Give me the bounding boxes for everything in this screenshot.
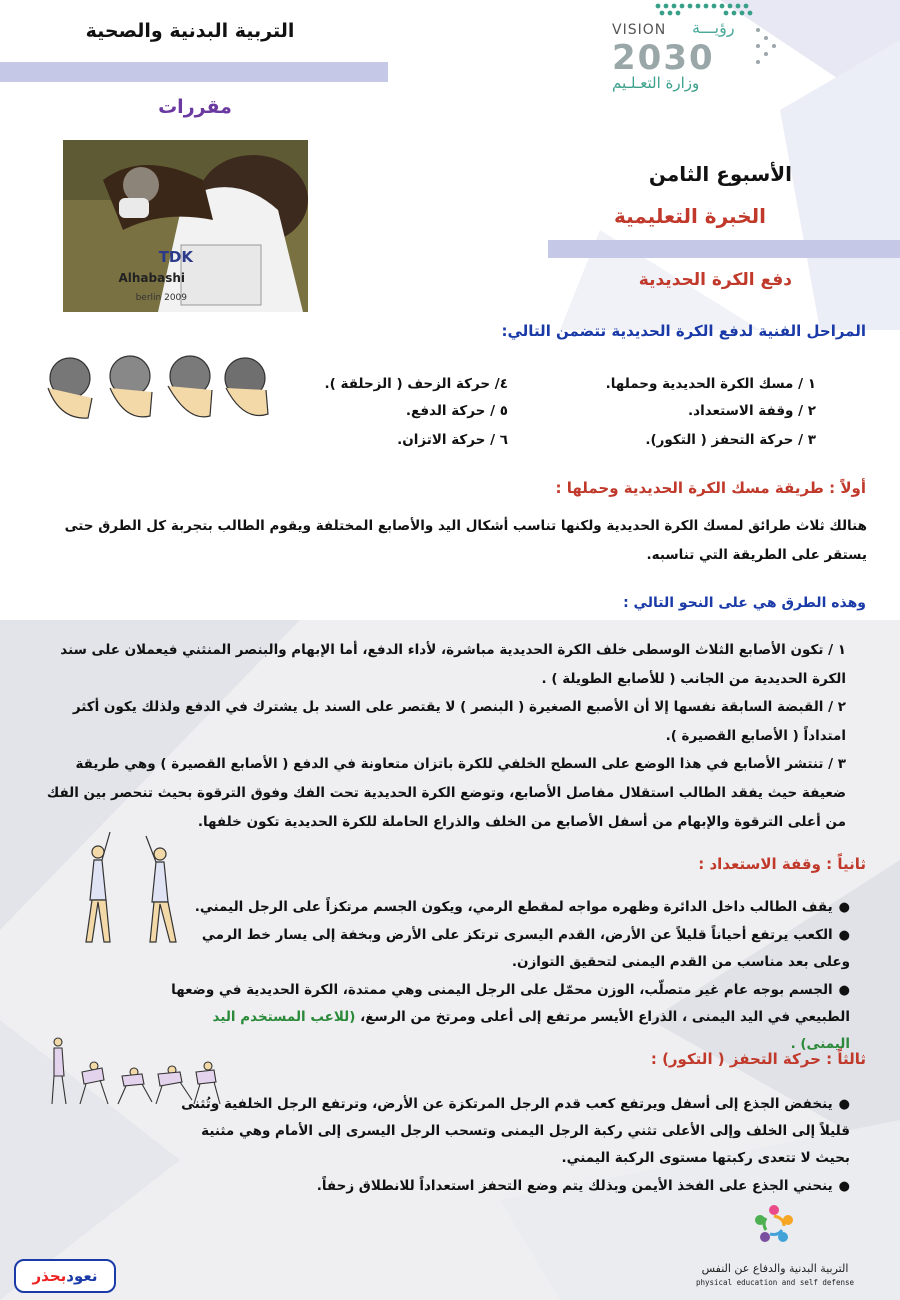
badge-word-1: نعود <box>66 1267 98 1285</box>
hand-grip-illustration <box>40 348 275 426</box>
section1-heading: أولاً : طريقة مسك الكرة الحديدية وحملها : <box>555 479 866 497</box>
grip-way-2: ٢ / القبضة السابقة نفسها إلا أن الأصبع الصغيرة ( البنصر ) لا يقتصر على السند بل يشترك في الدفع ولذلك يكون أكثر امتداداً ( الأصابع القصيرة ). <box>72 699 846 744</box>
stage-item-3: ٣ / حركة التحفز ( التكور). <box>645 432 816 448</box>
section3-bullet-2: ●ينحني الجذع على الفخذ الأيمن وبذلك يتم وضع التحفز استعداداً للانطلاق زحفاً. <box>316 1178 850 1194</box>
section1-paragraph: هنالك ثلاث طرائق لمسك الكرة الحديدية ولكنها تناسب أشكال اليد والأصابع المختلفة ويقوم الطالب بتجربة كل الطرق حتى يستقر على الطريقة التي تناسبه. <box>64 518 867 563</box>
grip-way-3: ٣ / تنتشر الأصابع في هذا الوضع على السطح الخلفي للكرة باتزان متعاونة في الدفع ( الأصابع القصيرة ) وهي طريقة ضعيفة حيث يفقد الطالب استقلال مفاصل الأصابع، وتوضع الكرة الحديدية تحت الفك وفوق الترقوة بحيث تنحصر بين الفك من أعلى الترقوة والإبهام من أسفل الأصابع من الخلف والذراع الحاملة للكرة الحديدية تكون خلفها. <box>46 756 846 830</box>
bib-name: Alhabashi <box>118 271 185 285</box>
grip-way-1: ١ / تكون الأصابع الثلاث الوسطى خلف الكرة الحديدية مباشرة، لأداء الدفع، أما الإبهام والبنصر المنثني فيعملان على سند الكرة الحديدية من الجانب ( للأصابع الطويلة ) . <box>60 642 846 687</box>
section3-bullet-1: ●ينخفض الجذع إلى أسفل ويرتفع كعب قدم الرجل المرتكزة عن الأرض، وترتفع الرجل الخلفية وتُثنى قليلاً إلى الخلف وإلى الأعلى تثني ركبة الرجل اليمنى وتسحب الرجل اليسرى إلى الأمام وهي مثنية بحيث لا تتعدى ركبتها مستوى الركبة اليمني. <box>181 1096 850 1166</box>
section3-bullet-1-text: ينخفض الجذع إلى أسفل ويرتفع كعب قدم الرجل المرتكزة عن الأرض، وترتفع الرجل الخلفية وتُثنى قليلاً إلى الخلف وإلى الأعلى تثني ركبة الرجل اليمنى وتسحب الرجل اليسرى إلى الأمام وهي مثنية بحيث لا تتعدى ركبتها مستوى الركبة اليمني. <box>181 1096 850 1166</box>
return-carefully-badge <box>14 1259 116 1293</box>
section2-bullet-2-text: الكعب يرتفع أحياناً قليلاً عن الأرض، القدم اليسرى ترتكز على الأرض وبخفة إلى يسار خط الرمي وعلى بعد مناسب من القدم اليمنى لتحقيق التوازن. <box>201 927 850 970</box>
department-name-english: physical education and self defense <box>695 1278 855 1287</box>
subject-title: التربية البدنية والصحية <box>85 20 295 42</box>
logo-year: 2030 <box>612 38 715 78</box>
topic-title: دفع الكرة الحديدية <box>638 270 792 290</box>
department-name-arabic: التربية البدنية والدفاع عن النفس <box>701 1262 849 1275</box>
section3-bullet-2-text: ينحني الجذع على الفخذ الأيمن وبذلك يتم وضع التحفز استعداداً للانطلاق زحفاً. <box>316 1178 833 1194</box>
bib-brand: TDK <box>158 248 193 266</box>
section2-bullet-1: ●يقف الطالب داخل الدائرة وظهره مواجه لمقطع الرمي، ويكون الجسم مرتكزاً على الرجل اليمني. <box>194 899 850 915</box>
week-title: الأسبوع الثامن <box>648 162 792 186</box>
stage-item-5: ٥ / حركة الدفع. <box>405 403 508 419</box>
stage-item-2: ٢ / وقفة الاستعداد. <box>688 403 816 419</box>
stage-item-1: ١ / مسك الكرة الحديدية وحملها. <box>605 376 816 392</box>
logo-vision-text: VISION <box>612 22 667 38</box>
badge-word-2: بحذر <box>32 1267 67 1285</box>
section2-bullet-1-text: يقف الطالب داخل الدائرة وظهره مواجه لمقطع الرمي، ويكون الجسم مرتكزاً على الرجل اليمني. <box>194 899 833 915</box>
section2-bullet-3: ●الجسم بوجه عام غير متصلّب، الوزن محمّل على الرجل اليمنى وهي ممتدة، الكرة الحديدية في وضعها الطبيعي في اليد اليمنى ، الذراع الأيسر مرتفع إلى أعلى ومرتخ من الرسغ، (للاعب المستخدم اليد اليمنى) . <box>171 982 850 1052</box>
logo-ministry: وزارة التعـلـيم <box>612 74 700 92</box>
section3-heading: ثالثاً : حركة التحفز ( التكور) : <box>650 1050 866 1068</box>
section2-bullet-3-text: الجسم بوجه عام غير متصلّب، الوزن محمّل على الرجل اليمنى وهي ممتدة، الكرة الحديدية في وضعها الطبيعي في اليد اليمنى ، الذراع الأيسر مرتفع إلى أعلى ومرتخ من الرسغ، <box>171 982 850 1025</box>
section2-bullet-2: ●الكعب يرتفع أحياناً قليلاً عن الأرض، القدم اليسرى ترتكز على الأرض وبخفة إلى يسار خط الرمي وعلى بعد مناسب من القدم اليمنى لتحقيق التوازن. <box>201 927 850 970</box>
ways-heading: وهذه الطرق هي على النحو التالي : <box>623 595 866 611</box>
courses-label: مقررات <box>158 96 232 118</box>
section2-heading: ثانياً : وقفة الاستعداد : <box>698 855 866 873</box>
athlete-photo <box>63 140 308 312</box>
stages-intro: المراحل الفنية لدفع الكرة الحديدية تتضمن التالي: <box>501 322 866 340</box>
bib-event: berlin 2009 <box>135 293 187 303</box>
header-band-right <box>548 240 900 258</box>
stage-item-6: ٦ / حركة الاتزان. <box>397 432 508 448</box>
right-hand-note: (للاعب المستخدم اليد اليمنى) . <box>212 1009 850 1052</box>
header-band-left <box>0 62 388 82</box>
stage-item-4: ٤/ حركة الزحف ( الزحلقة ). <box>324 376 508 392</box>
logo-vision-arabic: رؤيـــة <box>692 18 735 37</box>
experience-title: الخبرة التعليمية <box>613 204 766 228</box>
